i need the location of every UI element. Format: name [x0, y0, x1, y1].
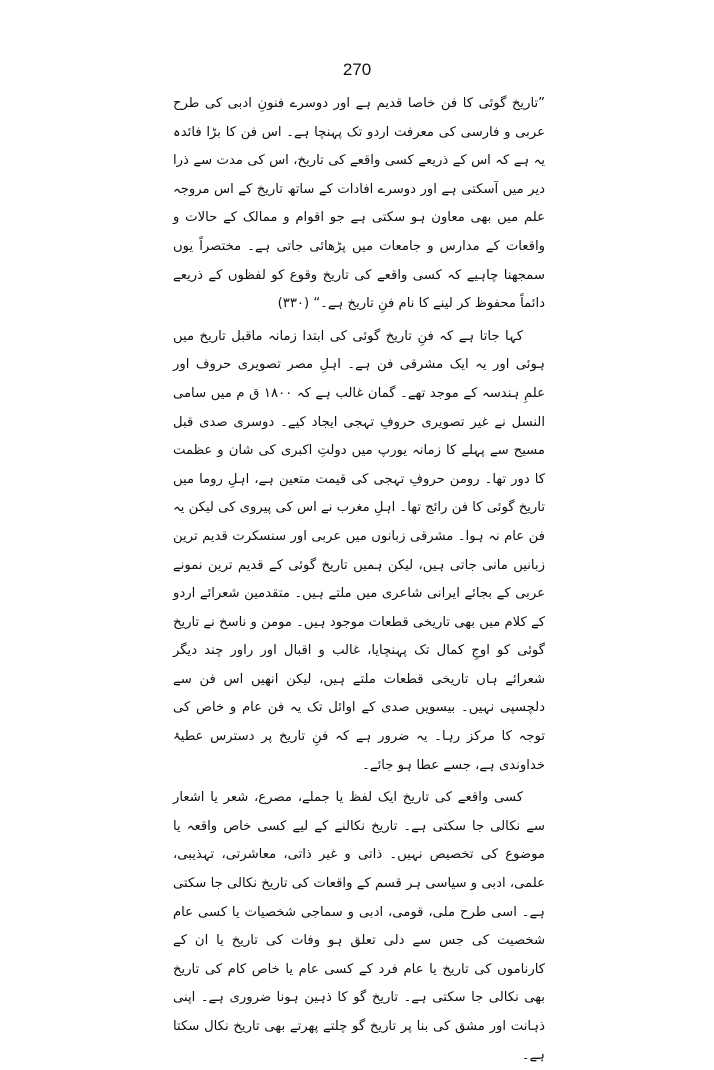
page-number: 270 — [342, 60, 372, 79]
paragraph-quote: ”تاریخ گوئی کا فن خاصا قدیم ہے اور دوسرے فنونِ ادبی کی طرح عربی و فارسی کی معرفت اردو تک پہنچا ہے۔ اس فن کا بڑا فائدہ یہ ہے کہ اس کے ذریعے کسی واقعے کی تاریخ، اس کی مدت سے ذرا دیر میں آسکتی ہے اور دوسرے افادات کے ساتھ تاریخ کے اس مروجہ علم میں بھی معاون ہو سکتی ہے جو اقوام و ممالک کے حالات و واقعات کے مدارس و جامعات میں پڑھائی جاتی ہے۔ مختصراً یوں سمجھنا چاہیے کہ کسی واقعے کی تاریخ وقوع کو لفظوں کے ذریعے دائماً محفوظ کر لینے کا نام فنِ تاریخ ہے۔“ (۳۳۰) — [173, 96, 545, 312]
paragraph-method: کسی واقعے کی تاریخ ایک لفظ یا جملے، مصرع، شعر یا اشعار سے نکالی جا سکتی ہے۔ تاریخ نکالنے کے لیے کسی خاص واقعہ یا موضوع کی تخصیص نہیں۔ ذاتی و غیر ذاتی، معاشرتی، تہذیبی، علمی، ادبی و سیاسی ہر قسم کے واقعات کی تاریخ نکالی جا سکتی ہے۔ اسی طرح ملی، قومی، ادبی و سماجی شخصیات یا کسی عام شخصیت کی جس سے دلی تعلق ہو وفات کی تاریخ یا ان کے کارناموں کی تاریخ یا عام فرد کے کسی عام یا خاص کام کی تاریخ بھی نکالی جا سکتی ہے۔ تاریخ گو کا ذہین ہونا ضروری ہے۔ اپنی ذہانت اور مشق کی بنا پر تاریخ گو چلتے پھرتے بھی تاریخ نکال سکتا ہے۔ — [173, 790, 545, 1063]
paragraph-history: کہا جاتا ہے کہ فنِ تاریخ گوئی کی ابتدا زمانہ ماقبل تاریخ میں ہوئی اور یہ ایک مشرقی فن ہے۔ اہلِ مصر تصویری حروف اور علمِ ہندسہ کے موجد تھے۔ گمان غالب ہے کہ ۱۸۰۰ ق م میں سامی النسل نے غیر تصویری حروفِ تہجی ایجاد کیے۔ دوسری صدی قبل مسیح سے پہلے کا زمانہ یورپ میں دولتِ اکبری کی شان و عظمت کا دور تھا۔ رومن حروفِ تہجی کی قیمت متعین ہے، اہلِ روما میں تاریخ گوئی کا فن رائج تھا۔ اہلِ مغرب نے اس کی پیروی کی لیکن یہ فن عام نہ ہوا۔ مشرقی زبانوں میں عربی اور سنسکرت قدیم ترین زبانیں مانی جاتی ہیں، لیکن ہمیں تاریخ گوئی کے قدیم ترین نمونے عربی کے بجائے ایرانی شاعری میں ملتے ہیں۔ متقدمین شعرائے اردو کے کلام میں بھی تاریخی قطعات موجود ہیں۔ مومن و ناسخ نے تاریخ گوئی کو اوجِ کمال تک پہنچایا، غالب و اقبال اور راور چند دیگر شعرائے ہاں تاریخی قطعات ملتے ہیں، لیکن انھیں اس فن سے دلچسپی نہیں۔ بیسویں صدی کے اوائل تک یہ فن عام و خاص کی توجہ کا مرکز رہا۔ یہ ضرور ہے کہ فنِ تاریخ پر دسترس عطیۂ خداوندی ہے، جسے عطا ہو جائے۔ — [172, 328, 545, 773]
body-text — [173, 90, 545, 1070]
